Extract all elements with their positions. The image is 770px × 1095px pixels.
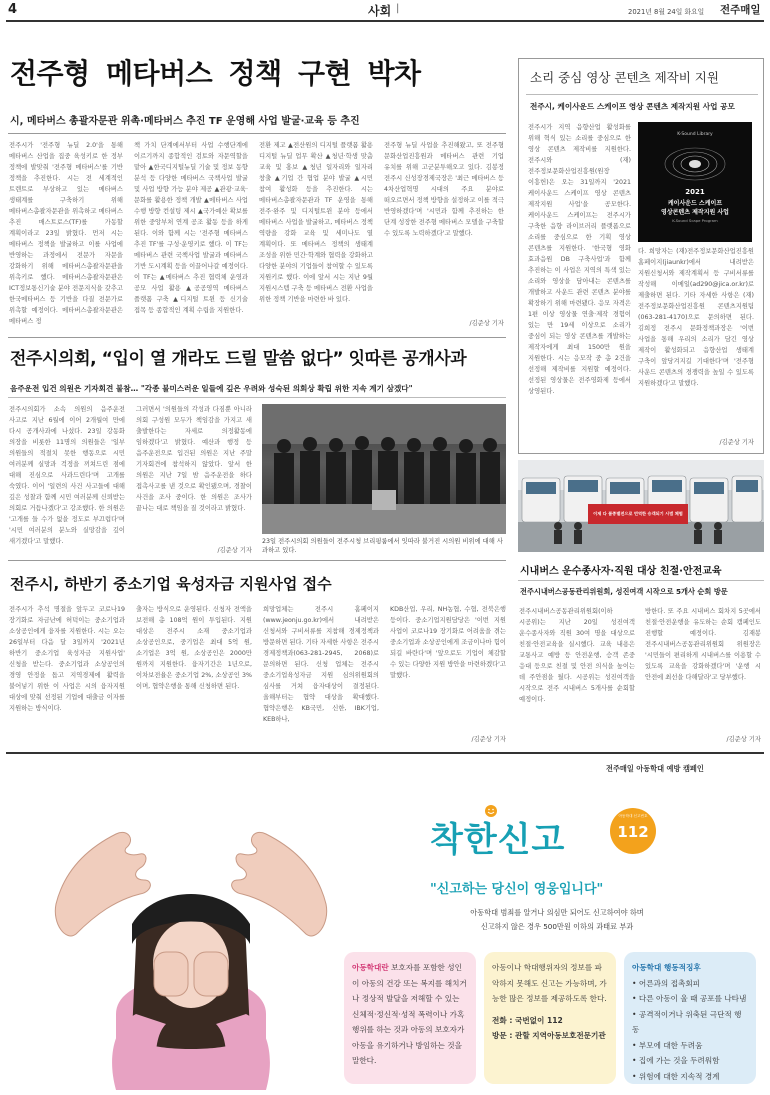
sidebar-byline: /김준상 기자 [719, 439, 754, 446]
bus-headline: 시내버스 운수종사자·직원 대상 친절·안전교육 [520, 566, 722, 577]
ad-box-signs-item: • 공격적이거나 위축된 극단적 행동 [632, 1009, 742, 1034]
sidebar-title: 소리 중심 영상 콘텐츠 제작비 지원 [530, 70, 719, 85]
council-members-graphic [262, 404, 506, 534]
ad-box-signs-title: 아동학대 행동적징후 [632, 963, 701, 972]
council-byline: /김준상 기자 [217, 547, 252, 554]
council-photo-caption: 23일 전주시의회 의원들이 전주시청 브리핑룸에서 잇따라 불거진 시의원 비위에 대해 사과하고 있다. [262, 538, 503, 554]
page-header [0, 0, 770, 22]
bus-col-1: 전주시내버스공동관리위원회(이하 시공위)는 지난 20일 성진여객 운수종사자와 직원 30여 명을 대상으로 친절·안전교육을 실시했다. 교육 내용은 교통사고 예방 등 안전운행, 승객 존중 응대 등으로 친절 및 안전 의식을 높이는 데 주안점을 뒀다. 시공위는 성진여객을 시작으로 전주 시내버스 5개사를 순회할 예정이다. [519, 608, 635, 703]
ad-desc-2: 신고하지 않은 경우 500만원 이하의 과태료 부과 [480, 922, 634, 931]
fund-col-3: 희망업체는 전주시 홈페이지(www.jeonju.go.kr)에서 내려받은 신청서와 구비서류를 지참해 경제정책과 방문하면 된다. 기타 자세한 사항은 전주시 경제정책과(063-281-2945, 2068)로 문의하면 된다. 신청 업체는 전주시 중소기업육성자금 지원 심의위원회의 심사를 거쳐 융자대상이 결정된다. 올해부터는 협약 대상을 확대했다. 협약은행은 KB국민, 신한, IBK기업, KEB하나, [263, 606, 379, 723]
council-subhead-rule [8, 397, 506, 398]
sidebar-subhead: 전주시, 케이사운드 스케이프 영상 콘텐츠 제작지원 사업 공모 [530, 102, 735, 111]
ad-logo-badge[interactable] [610, 808, 656, 854]
council-col-1: 전주시의회가 소속 의원의 음주운전 사고로 지난 6월에 이어 2개월여 만에 다시 공개사과에 나섰다. 23일 강동화 의장을 비롯한 11명의 의원들은 '일부 의원들의 적절치 못한 행동으로 시민 여러분께 실망과 걱정을 끼쳐드린 점에 대해 진심으로 사과드린다'며 고개를 숙였다. 이어 '일련의 사건 사고들에 대해 깊은 성찰과 함께 시민 여러분께 신뢰받는 의회로 거듭나겠다'고 강조했다. 한 의원은 '고개를 들 수가 없을 정도로 부끄럽다'며 '시민 여러분의 분노와 실망감을 깊이 새기겠다'고 말했다. [9, 406, 125, 545]
ad-box-signs-item: • 부모에 대한 두려움 [632, 1040, 703, 1050]
header-rule [6, 20, 764, 22]
ad-logo-text: 착한신고 [430, 820, 566, 860]
ad-box-report-visit: 방문 : 관할 지역아동보호전문기관 [492, 1031, 606, 1040]
ad-box-signs-item: • 위험에 대한 지속적 경계 [632, 1071, 720, 1081]
bus-headline-rule [518, 580, 764, 581]
bus-subhead: 전주시내버스공동관리위원회, 성진여객 시작으로 5개사 순회 방문 [520, 587, 728, 596]
bus-col-2: 방한다. 또 주요 시내버스 회차지 5곳에서 친절·안전운행을 유도하는 순회 캠페인도 진행할 예정이다. 김재봉 전주시내버스공동관리위원회 위원장은 '시민들이 편리하게 시내버스를 이용할 수 있도록 교육을 강화하겠다'며 '운행 시 안전에 최선을 다해달라'고 당부했다. [645, 608, 761, 681]
campaign-ad [6, 758, 764, 1090]
poster-brand: K-Sound Library [677, 132, 713, 137]
ad-box-definition-title: 아동학대란 [352, 963, 389, 972]
ad-box-signs-item-text: 공격적이거나 위축된 극단적 행동 [632, 1009, 742, 1034]
fund-col-4: KDB산업, 우리, NH농협, 수협, 전북은행 등이다. 중소기업지원담당은 '이번 지원 사업이 코로나19 장기화로 어려움을 겪는 중소기업과 소상공인에게 조금이나마 힘이 되길 바란다'며 '앞으로도 기업이 체감할 수 있는 다양한 지원 방안을 마련하겠다'고 말했다. [390, 606, 506, 679]
ad-logo-badge-number: 112 [617, 823, 649, 841]
bus-banner-text: 이제 다 품종별전으로 번역한 승객되기 시범 체험 [593, 511, 683, 516]
smile-icon [484, 804, 498, 818]
top-subhead-rule [8, 133, 506, 134]
ad-box-definition [344, 952, 476, 1084]
council-apology-photo [262, 404, 506, 534]
poster-year: 2021 [685, 188, 705, 196]
council-top-rule [8, 337, 506, 338]
issue-date: 2021년 8월 24일 화요일 [628, 8, 705, 16]
ad-box-signs-item-text: 집에 가는 것을 두려워함 [638, 1056, 720, 1065]
ad-desc-1: 아동학대 범죄를 알거나 의심만 되어도 신고하여야 하며 [470, 908, 644, 917]
fund-col-2: 출자는 방식으로 운영된다. 신청자 전액을 보전해 총 108억 원이 투입된다. 지원 대상은 전주시 소재 중소기업과 소상공인으로, 중기업은 최대 5억 원, 소기업은 3억 원, 소상공인은 2000만 원까지 지원한다. 융자기간은 1년으로, 이차보전율은 중소기업 2%, 소상공인 3%이며, 협약은행을 통해 신청하면 된다. [136, 606, 252, 690]
council-subhead: 음주운전 입건 의원은 기자회견 불참… "각종 불미스러운 일들에 깊은 우려와 성숙된 의회상 확립 위한 지속 계기 삼겠다" [10, 384, 413, 393]
ad-box-signs-item-text: 위험에 대한 지속적 경계 [638, 1071, 720, 1081]
ad-sponsor: 전주매일 아동학대 예방 캠페인 [606, 764, 704, 773]
bus-campaign-photo [518, 460, 764, 552]
ad-box-report-phone: 전화 : 국번없이 112 [492, 1015, 563, 1025]
section-separator: | [396, 3, 400, 14]
top-story-col-3: 전환 제고 ▲전산원의 디지털 플랫폼 활용 디지털 뉴딜 업무 확산 ▲청년·학생 맞춤 교육 및 홍보 ▲청년 일자리와 일자리 창출 ▲기업 간 협업 분야 발굴 ▲시민 참여 활성화 등을 추진한다. 시는 메타버스총괄자문관과 TF 운영을 통해 전주·완주 및 디지털트윈 분야 등에서 메타버스 사업을 발굴하고, 메타버스 정책 역량을 강화 교육 및 세미나도 열 계획이다. 또 메타버스 정책의 생태계 조성을 위한 민간·학계와 협력을 강화하고 다양한 분야의 기업들이 참여할 수 있도록 지원키로 했다. 이에 앞서 시는 지난 9월 지원시스템 구축 등 메타버스 전환 사업을 위한 정책 기반을 마련한 바 있다. [259, 142, 373, 303]
ad-box-signs-item: • 집에 가는 것을 두려워함 [632, 1056, 720, 1065]
poster-wave-graphic [660, 144, 730, 184]
council-col-2: 그러면서 '의원들의 각성과 다짐뿐 아니라 의회 구성원 모두가 책임감을 가지고 새 출발한다는 자세로 의정활동에 임하겠다'고 밝혔다. 예산과 행정 등 음주운전으로 입건된 의원은 지난 주말 기자회견에 참석하지 않았다. 앞서 한 의원은 지난 7일 밤 음주운전을 하다 접촉사고를 낸 것으로 확인됐으며, 경찰이 사건을 조사 중이다. 한 의원은 조사가 끝나는 대로 책임을 질 것이라고 밝혔다. [136, 406, 252, 512]
ad-box-signs-item-text: 어른과의 접촉회피 [638, 978, 701, 988]
sidebar-title-rule [526, 94, 758, 95]
paper-name: 전주매일 [720, 4, 761, 16]
fund-headline: 전주시, 하반기 중소기업 육성자금 지원사업 접수 [10, 575, 332, 593]
ad-box-signs [624, 952, 756, 1084]
poster-line-2: 영상콘텐츠 제작지원 사업 [661, 209, 729, 216]
top-subhead: 시, 메타버스 총괄자문관 위촉·메타버스 추진 TF 운영해 사업 발굴·교육 등 추진 [10, 116, 360, 127]
ad-box-signs-item: • 어른과의 접촉회피 [632, 978, 701, 988]
ad-top-rule [6, 752, 764, 754]
ad-box-report [484, 952, 616, 1084]
top-story-byline: /김준상 기자 [469, 320, 504, 327]
ad-box-signs-item: • 다른 아동이 울 때 공포를 나타냄 [632, 994, 747, 1003]
fund-byline: /김준상 기자 [471, 736, 506, 743]
poster-line-1: 케이사운드 스케이프 [667, 200, 723, 207]
page-number: 4 [8, 2, 18, 17]
fund-col-1: 전주시가 추석 명절을 앞두고 코로나19 장기화로 자금난에 허덕이는 중소기업과 소상공인에게 융자를 지원한다. 시는 오는 26일부터 다음 달 3일까지 '2021년 하반기 중소기업 육성자금 지원사업' 신청을 받는다. 중소기업과 소상공인의 경영 안정을 돕고 지역경제에 활력을 불어넣기 위한 이 사업은 시의 융자지원 대상에 맞춰 선정된 기업에 대출금 이자를 지원하는 방식이다. [9, 606, 125, 712]
council-headline: 전주시의회, “입이 열 개라도 드릴 말씀 없다” 잇따른 공개사과 [10, 349, 467, 369]
top-headline: 전주형 메타버스 정책 구현 박차 [10, 57, 421, 90]
ad-box-signs-item-text: 다른 아동이 울 때 공포를 나타냄 [638, 994, 747, 1003]
section-label: 사회 [368, 4, 392, 18]
ad-slogan: "신고하는 당신이 영웅입니다" [430, 882, 604, 897]
top-story-col-2: 책 가치 단계에서부터 사업 수행단계에 이르기까지 종합적인 검토와 자문역할을 맡아 ▲한국디지털뉴딜 기술 및 정보 동향 분석 등 다양한 메타버스 국책사업 발굴 및 사업 방향 가능 분야 제공 ▲관광·교육·문화를 활용한 정책 개발 ▲메타버스 사업 수행 방향 컨설팅 제시 ▲국가예산 확보를 위한 중앙부처 연계 공조 활동 등을 하게 된다. 이와 함께 시는 '전주형 메타버스 추진 TF'를 구성·운영키로 했다. 이 TF는 메타버스 관련 국책사업 발굴과 메타버스 기반 도시계획 등을 이끌어나갈 예정이다. 이 TF는 ▲메타버스 추진 협력체 운영과 공모 사업 활용 ▲공공영역 메타버스 플랫폼 구축 ▲디지털 트윈 등 신기술 접목 등 종합적인 계획 수립을 지원한다. [134, 142, 248, 314]
sidebar-col-2: 다. 희망자는 (재)전주정보문화산업진흥원 홈페이지(jiaunkr)에서 내려받은 지원신청서와 제작계획서 등 구비서류를 작성해 이메일(ad290@jica.or.kr)로 제출하면 된다. 기타 자세한 사항은 (재)전주정보문화산업진흥원 콘텐츠지원팀(063-281-4170)으로 문의하면 된다. 김희정 전주시 문화정책과장은 '이번 사업을 통해 우리의 소리가 담긴 영상 제작이 활성화되고 음향산업 생태계 구축이 앞당겨지길 기대한다'며 '전주형 사운드 콘텐츠의 경쟁력을 높일 수 있도록 지원하겠다'고 말했다. [638, 248, 754, 387]
top-story-col-1: 전주시가 '전주형 뉴딜 2.0'을 통해 메타버스 산업을 집중 육성키로 한 정부 정책에 발맞춰 '전주형 메타버스'를 기반 정책을 추진한다. 시는 전 세계적인 트렌트로 부상하고 있는 메타버스 생태계를 구축하기 위해 메타버스총괄자문관을 위촉하고 메타버스 추진 매스트로스(TF)를 가동할 계획이라고 23일 밝혔다. 먼저 시는 메타버스 정책을 발굴하고 이를 사업에 반영하는 과정에서 전문가 자문을 강화하기 위해 메타버스총괄자문관을 위촉키로 했다. 메타버스총괄자문관은 ICT정보통신기술 분야 전문지식을 갖추고 한국메타버스 등 기반을 다질 전문가로 위촉할 예정이다. 메타버스총괄자문관은 메타버스 정 [9, 142, 123, 325]
ad-logo-badge-top: 아동학대 신고번호 [618, 814, 648, 818]
ad-box-signs-item-text: 부모에 대한 두려움 [638, 1040, 703, 1050]
sound-scape-poster [638, 122, 752, 242]
sidebar-col-1: 전주시가 지역 음향산업 활성화를 위해 혁식 있는 소리를 중심으로 한 영상 콘텐츠 제작비를 지원한다. 전주시와 (재)전주정보문화산업진흥원(원장 이흥헌)은 오는 31일까지 '2021 케이사운드 스케이프 영상 콘텐츠 제작지원 사업'을 공모한다. 케이사운드 스케이프는 전주시가 구축한 음향 라이브러리 플랫폼으로 소리를 중심으로 한 기획 영상 콘텐츠를 지원한다. '한국형 영화 효과음원 DB 구축사업'과 함께 추진하는 이 사업은 지역의 특색 있는 소리와 영상을 담아내는 콘텐츠를 개발하고 사운드 관련 콘텐츠 분야를 확장하기 위해 마련됐다. 응모 자격은 1편 이상 영상물 연출·제작 경험이 있는 만 19세 이상으로 소리가 중심이 되는 영상 콘텐츠를 개발하는 제작자에게 최대 1500만 원을 지원한다. 시는 응모작 중 총 2건을 선정해 제작비를 지원할 예정이다. 선정된 영상물은 전주영화제 등에서 상영된다. [528, 124, 631, 395]
ad-box-report-text: 아동이나 학대행위자의 정보를 파악하지 못해도 신고는 가능하며, 가능한 많은 정보를 제공하도록 한다. [492, 963, 607, 1003]
top-story-col-4: 전주형 뉴딜 사업을 추진해왔고, 또 전주형 문화산업진흥원과 메타버스 관련 기업 유치를 위해 고군분투해오고 있다. 김봉정 전주시 신성장경제국장은 '최근 메타버스 등 4차산업혁명 시대의 주요 분야로 떠오르면서 정책 방향을 설정하고 이를 적극 반영하겠다'며 '시민과 함께 추진하는 한 단계 성장한 전주형 메타버스 모델을 구축할 수 있도록 노력하겠다'고 말했다. [384, 142, 504, 237]
bus-byline: /김준상 기자 [726, 736, 761, 743]
ad-box-definition-text: 보호자를 포함한 성인이 아동의 건강 또는 복지를 해치거나 정상적 발달을 저해할 수 있는 신체적·정신적·성적 폭력이나 가혹행위를 하는 것과 아동의 보호자가 아동을 유기하거나 방임하는 것을 말한다. [352, 963, 467, 1065]
distressed-child-illustration [36, 784, 346, 1090]
poster-foot: K-Sound Scape Program [672, 218, 718, 223]
